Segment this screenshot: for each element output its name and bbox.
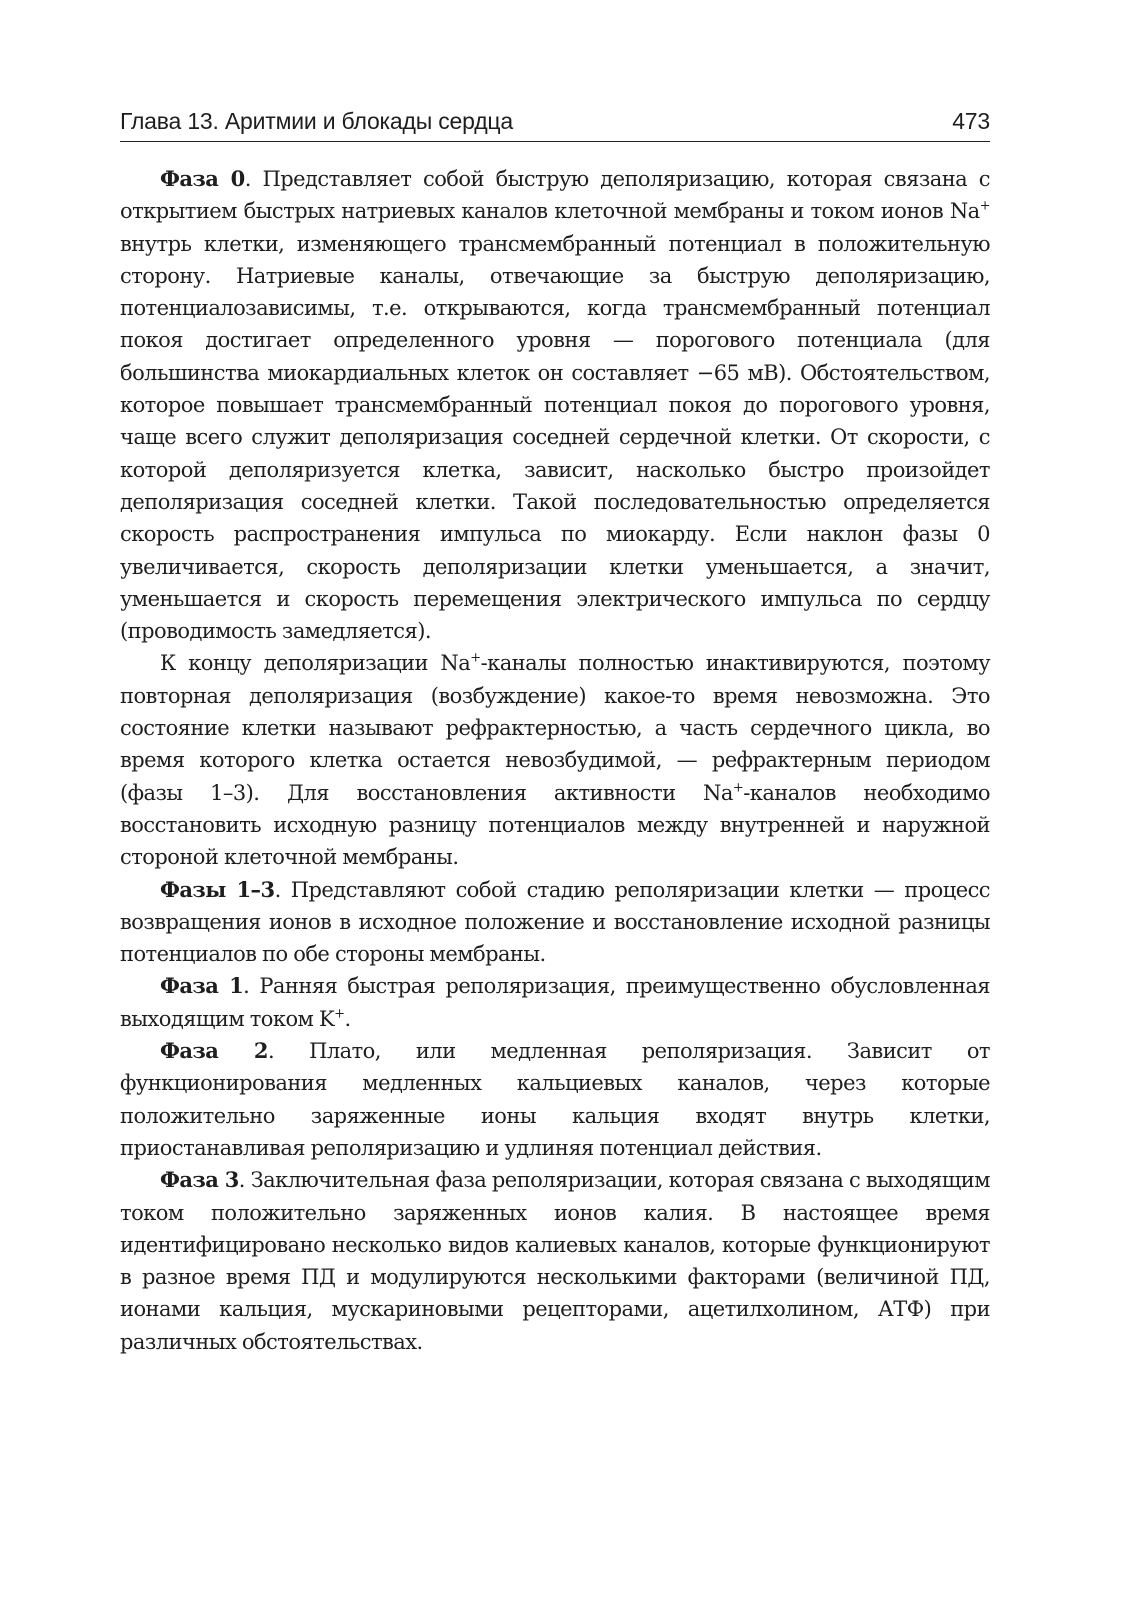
- page-body: [120, 163, 990, 1358]
- paragraph-phase-2: Фаза 2. Плато, или медленная реполяризация. Зависит от функционирования медленных кальциевых каналов, через которые положительно заряженные ионы кальция входят внутрь клетки, приостанавливая реполяризацию и удлиняя потенциал действия.: [120, 1038, 990, 1160]
- paragraph-phase-0: Фаза 0. Представляет собой быструю деполяризацию, которая связана с открытием быстрых натриевых каналов клеточной мембраны и током ионов Na+ внутрь клетки, изменяющего трансмембранный потенциал в положительную сторону. Натриевые каналы, отвечающие за быструю деполяризацию, потенциалозависимы, т.е. открываются, когда трансмембранный потенциал покоя достигает определенного уровня — порогового потенциала (для большинства миокардиальных клеток он составляет −65 мВ). Обстоятельством, которое повышает трансмембранный потенциал покоя до порогового уровня, чаще всего служит деполяризация соседней сердечной клетки. От скорости, с которой деполяризуется клетка, зависит, насколько быстро произойдет деполяризация соседней клетки. Такой последовательностью определяется скорость распространения импульса по миокарду. Если наклон фазы 0 увеличивается, скорость деполяризации клетки уменьшается, а значит, уменьшается и скорость перемещения электрического импульса по сердцу (проводимость замедляется).: [120, 166, 991, 644]
- page-number: 473: [952, 108, 990, 134]
- term-phase-1: Фаза 1: [160, 973, 244, 999]
- term-phase-2: Фаза 2: [160, 1038, 268, 1064]
- running-header: [120, 108, 990, 142]
- paragraph-phase-1: Фаза 1. Ранняя быстрая реполяризация, преимущественно обусловленная выходящим током K+.: [120, 973, 990, 1031]
- paragraph-phase-3: Фаза 3. Заключительная фаза реполяризации, которая связана с выходящим током положительно заряженных ионов калия. В настоящее время идентифицировано несколько видов калиевых каналов, которые функционируют в разное время ПД и модулируются несколькими факторами (величиной ПД, ионами кальция, мускариновыми рецепторами, ацетилхолином, АТФ) при различных обстоятельствах.: [120, 1167, 990, 1354]
- paragraph-phases-1-3: Фазы 1–3. Представляют собой стадию реполяризации клетки — процесс возвращения ионов в исходное положение и восстановление исходной разницы потенциалов по обе стороны мембраны.: [120, 876, 990, 967]
- paragraph-refractory: К концу деполяризации Na+-каналы полностью инактивируются, поэтому повторная деполяризация (возбуждение) какое-то время невозможна. Это состояние клетки называют рефрактерностью, а часть сердечного цикла, во время которого клетка остается невозбудимой, — рефрактерным периодом (фазы 1–3). Для восстановления активности Na+-каналов необходимо восстановить исходную разницу потенциалов между внутренней и наружной стороной клеточной мембраны.: [120, 651, 990, 870]
- term-phase-0: Фаза 0: [160, 166, 245, 191]
- chapter-title: Глава 13. Аритмии и блокады сердца: [120, 108, 513, 134]
- term-phases-1-3: Фазы 1–3: [160, 876, 275, 902]
- book-page: [120, 108, 990, 1358]
- term-phase-3: Фаза 3: [160, 1167, 239, 1193]
